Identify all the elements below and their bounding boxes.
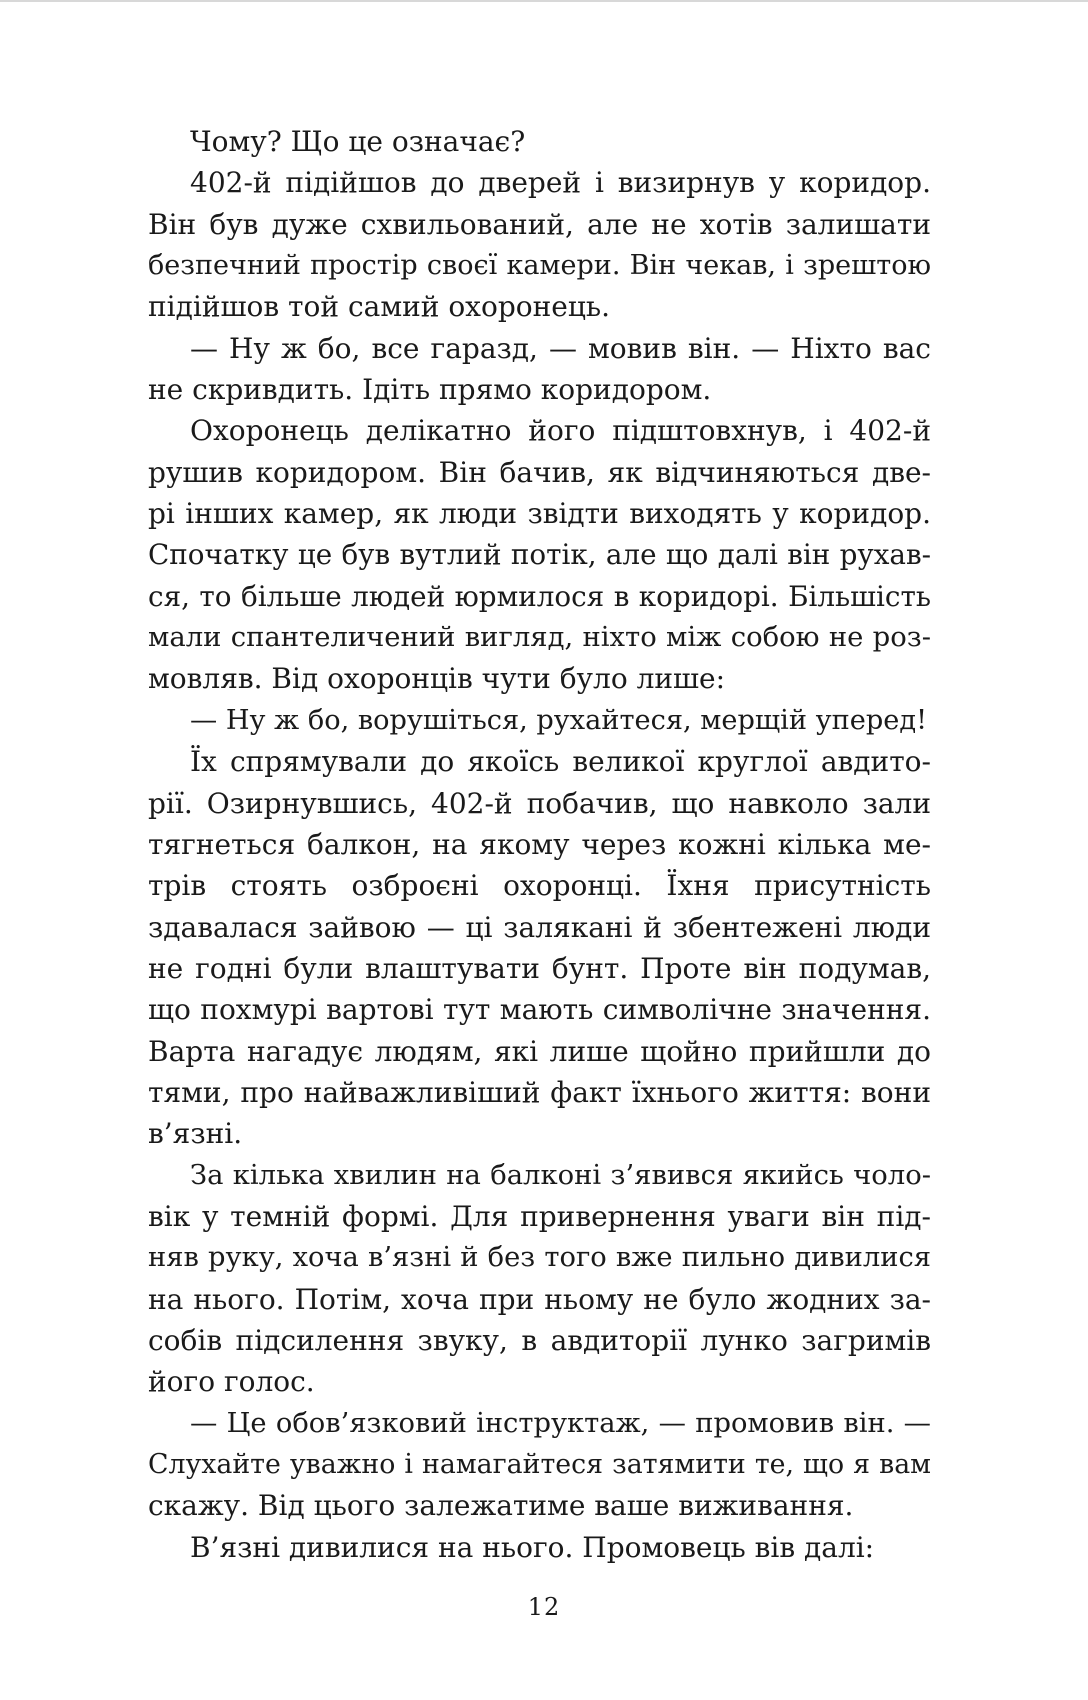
text-line: мовляв. Від охоронців чути було лише: — [148, 662, 726, 696]
text-line: безпечний простір своєї камери. Він чекав, і зрештою — [148, 250, 931, 282]
text-line: За кілька хвилин на балконі з’явився якийсь чоло- — [190, 1159, 931, 1191]
text-line: Їх спрямували до якоїсь великої круглої авдито- — [190, 745, 931, 779]
text-line: підійшов той самий охоронець. — [148, 290, 610, 324]
text-line: тягнеться балкон, на якому через кожні кілька ме- — [148, 827, 931, 861]
text-line: рії. Озирнувшись, 402-й побачив, що навколо зали — [148, 786, 931, 820]
text-line: рі інших камер, як люди звідти виходять у коридор. — [148, 497, 931, 531]
text-line: тями, про найважливіший факт їхнього життя: вони — [148, 1075, 931, 1109]
text-line: його голос. — [148, 1365, 315, 1399]
text-line: ся, то більше людей юрмилося в коридорі. Більшість — [148, 579, 931, 613]
text-line: Він був дуже схвильований, але не хотів залишати — [148, 207, 931, 241]
text-line: Варта нагадує людям, які лише щойно прийшли до — [148, 1034, 931, 1068]
text-line: не годні були влаштувати бунт. Проте він подумав, — [148, 951, 931, 985]
text-line: вік у темній формі. Для привернення уваги він під- — [148, 1199, 931, 1233]
text-line: рушив коридором. Він бачив, як відчиняються две- — [148, 455, 931, 489]
text-line: — Ну ж бо, ворушіться, рухайтеся, мерщій уперед! — [190, 704, 927, 736]
text-line: собів підсилення звуку, в авдиторії лунко загримів — [148, 1323, 931, 1357]
text-line: Охоронець делікатно його підштовхнув, і 402-й — [190, 414, 931, 448]
text-line: Спочатку це був вутлий потік, але що далі він рухав- — [148, 538, 931, 572]
text-line: 402-й підійшов до дверей і визирнув у коридор. — [190, 166, 931, 200]
text-line: Слухайте уважно і намагайтеся затямити те, що я вам — [148, 1449, 931, 1480]
text-line: трів стоять озброєні охоронці. Їхня присутність — [148, 869, 931, 903]
text-line: мали спантеличений вигляд, ніхто між собою не роз- — [148, 622, 931, 654]
text-line: Чому? Що це означає? — [190, 125, 526, 158]
text-line: скажу. Від цього залежатиме ваше виживання. — [148, 1489, 854, 1523]
top-border — [0, 0, 1088, 2]
text-line: няв руку, хоча в’язні й без того вже пильно дивилися — [148, 1242, 931, 1274]
page-number: 12 — [527, 1593, 561, 1621]
text-line: — Це обов’язковий інструктаж, — промовив він. — — [190, 1407, 931, 1439]
text-line: що похмурі вартові тут мають символічне значення. — [148, 993, 931, 1027]
text-line: — Ну ж бо, все гаразд, — мовив він. — Ніхто вас — [190, 331, 931, 365]
text-line: на нього. Потім, хоча при ньому не було жодних за- — [148, 1282, 931, 1316]
text-line: не скривдить. Ідіть прямо коридором. — [148, 373, 712, 407]
text-line: в’язні. — [148, 1117, 243, 1151]
text-line: здавалася зайвою — ці залякані й збентежені люди — [148, 910, 931, 944]
body-text — [148, 121, 931, 1568]
text-line: В’язні дивилися на нього. Промовець вів далі: — [190, 1530, 875, 1564]
